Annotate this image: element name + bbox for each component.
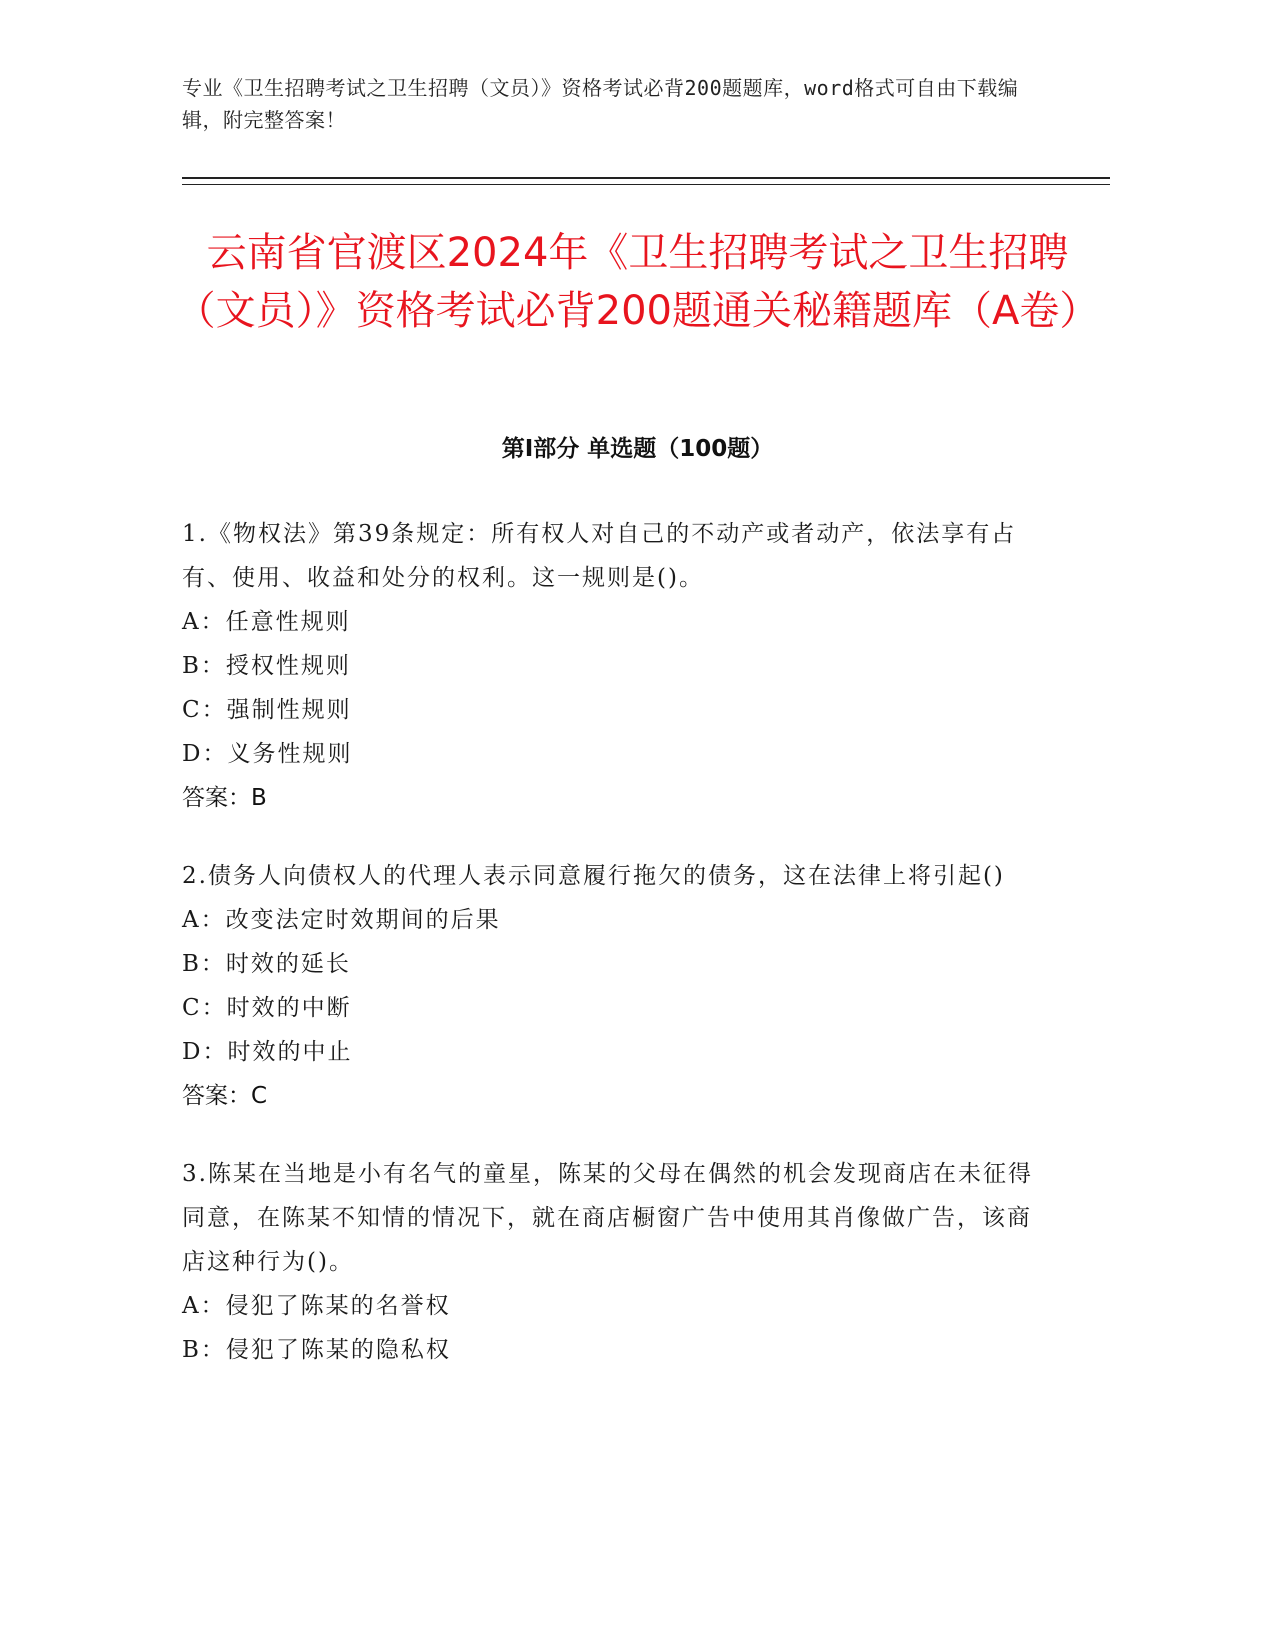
option-d: D：时效的中止 [182, 1039, 353, 1065]
header-divider-thick [182, 177, 1110, 179]
option-b: B：时效的延长 [182, 951, 351, 977]
option-a: A：改变法定时效期间的后果 [182, 907, 501, 933]
option-b: B：授权性规则 [182, 653, 351, 679]
section-title: 第Ⅰ部分 单选题（100题） [501, 436, 774, 462]
question-3 [182, 1152, 1042, 1372]
question-list [182, 512, 1042, 1406]
answer: 答案：C [182, 1083, 268, 1109]
option-c: C：时效的中断 [182, 995, 352, 1021]
answer: 答案：B [182, 785, 267, 811]
option-b: B：侵犯了陈某的隐私权 [182, 1337, 451, 1363]
document-title: 云南省官渡区2024年《卫生招聘考试之卫生招聘（文员）》资格考试必背200题通关秘籍题库（A卷） [175, 230, 1100, 334]
question-stem: 3.陈某在当地是小有名气的童星，陈某的父母在偶然的机会发现商店在未征得同意，在陈某不知情的情况下，就在商店橱窗广告中使用其肖像做广告，该商店这种行为()。 [182, 1161, 1033, 1275]
option-c: C：强制性规则 [182, 697, 352, 723]
option-a: A：任意性规则 [182, 609, 351, 635]
option-a: A：侵犯了陈某的名誉权 [182, 1293, 451, 1319]
header-note: 专业《卫生招聘考试之卫生招聘（文员）》资格考试必背200题题库，word格式可自由下载编辑，附完整答案！ [182, 76, 1019, 132]
question-2 [182, 854, 1042, 1118]
header-divider-thin [182, 184, 1110, 185]
question-stem: 2.债务人向债权人的代理人表示同意履行拖欠的债务，这在法律上将引起() [182, 863, 1005, 889]
question-stem: 1.《物权法》第39条规定：所有权人对自己的不动产或者动产，依法享有占有、使用、收益和处分的权利。这一规则是()。 [182, 521, 1017, 591]
question-1 [182, 512, 1042, 820]
option-d: D：义务性规则 [182, 741, 353, 767]
